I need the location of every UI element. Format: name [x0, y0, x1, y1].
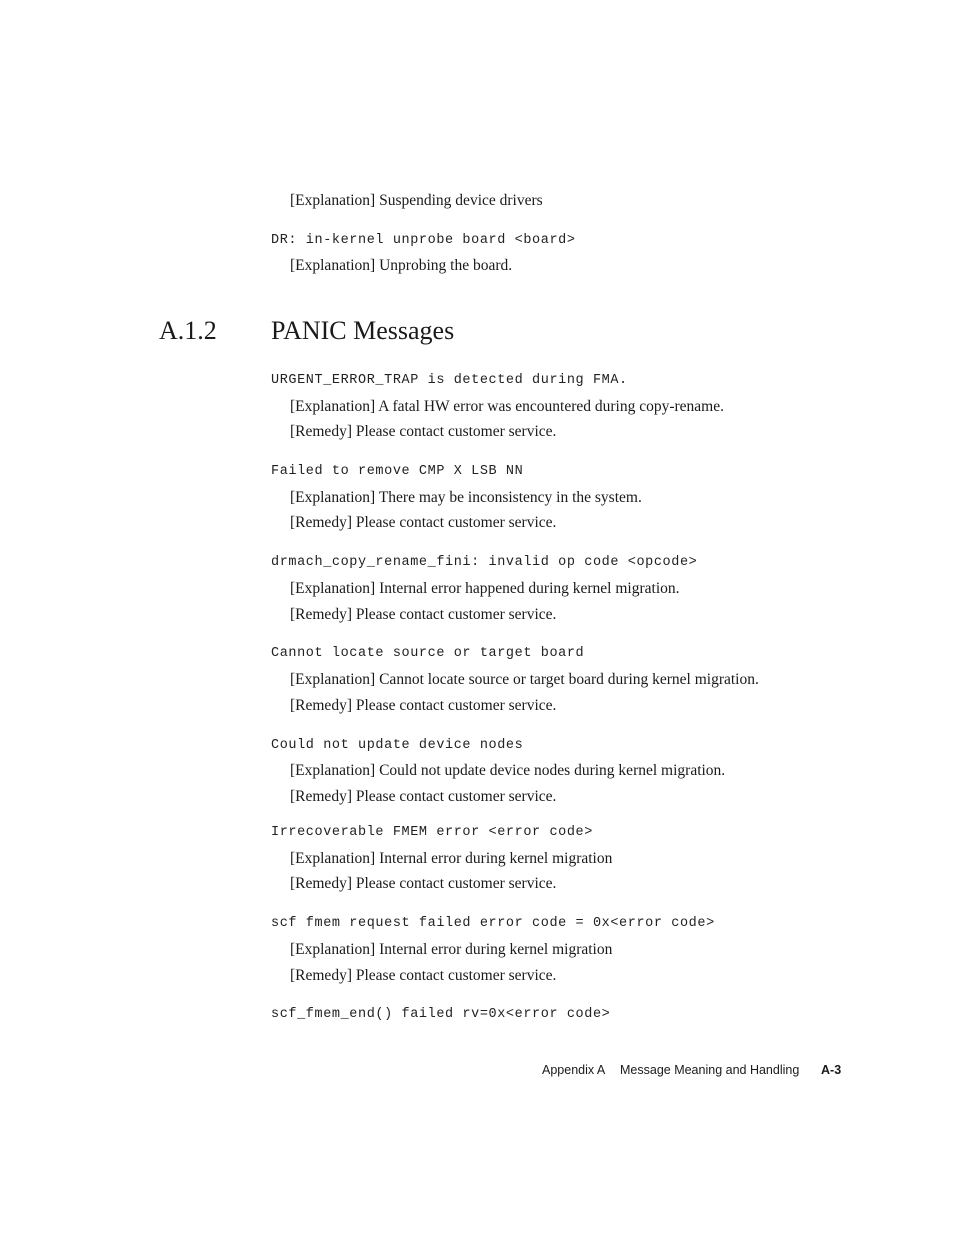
explanation-text: [Explanation] Internal error during kernel migration	[290, 850, 613, 867]
explanation-text: [Explanation] Internal error during kernel migration	[290, 941, 613, 958]
explanation-text: [Explanation] There may be inconsistency in the system.	[290, 489, 642, 506]
explanation-text: [Explanation] Cannot locate source or target board during kernel migration.	[290, 671, 759, 688]
remedy-text: [Remedy] Please contact customer service.	[290, 423, 557, 440]
explanation-text: [Explanation] Could not update device nodes during kernel migration.	[290, 762, 726, 779]
section-title: PANIC Messages	[271, 316, 455, 345]
remedy-text: [Remedy] Please contact customer service.	[290, 606, 557, 623]
explanation-text: [Explanation] A fatal HW error was encountered during copy-rename.	[290, 398, 724, 415]
message-code: Irrecoverable FMEM error <error code>	[271, 825, 593, 840]
message-code: Could not update device nodes	[271, 738, 524, 753]
message-code: DR: in-kernel unprobe board <board>	[271, 233, 576, 248]
message-code: scf_fmem_end() failed rv=0x<error code>	[271, 1007, 611, 1022]
footer-appendix: Appendix A	[542, 1063, 606, 1077]
message-code: scf fmem request failed error code = 0x<error code>	[271, 916, 715, 931]
message-code: Cannot locate source or target board	[271, 646, 585, 661]
explanation-text: [Explanation] Unprobing the board.	[290, 257, 513, 274]
explanation-text: [Explanation] Internal error happened during kernel migration.	[290, 580, 680, 597]
footer-chapter: Message Meaning and Handling	[620, 1063, 800, 1077]
remedy-text: [Remedy] Please contact customer service.	[290, 697, 557, 714]
footer-page-number: A-3	[821, 1063, 842, 1077]
message-code: drmach_copy_rename_fini: invalid op code <opcode>	[271, 555, 698, 570]
remedy-text: [Remedy] Please contact customer service.	[290, 875, 557, 892]
message-code: Failed to remove CMP X LSB NN	[271, 464, 524, 479]
message-code: URGENT_ERROR_TRAP is detected during FMA.	[271, 373, 628, 388]
section-number: A.1.2	[159, 316, 217, 345]
remedy-text: [Remedy] Please contact customer service.	[290, 967, 557, 984]
explanation-text: [Explanation] Suspending device drivers	[290, 192, 543, 209]
remedy-text: [Remedy] Please contact customer service.	[290, 788, 557, 805]
remedy-text: [Remedy] Please contact customer service.	[290, 514, 557, 531]
